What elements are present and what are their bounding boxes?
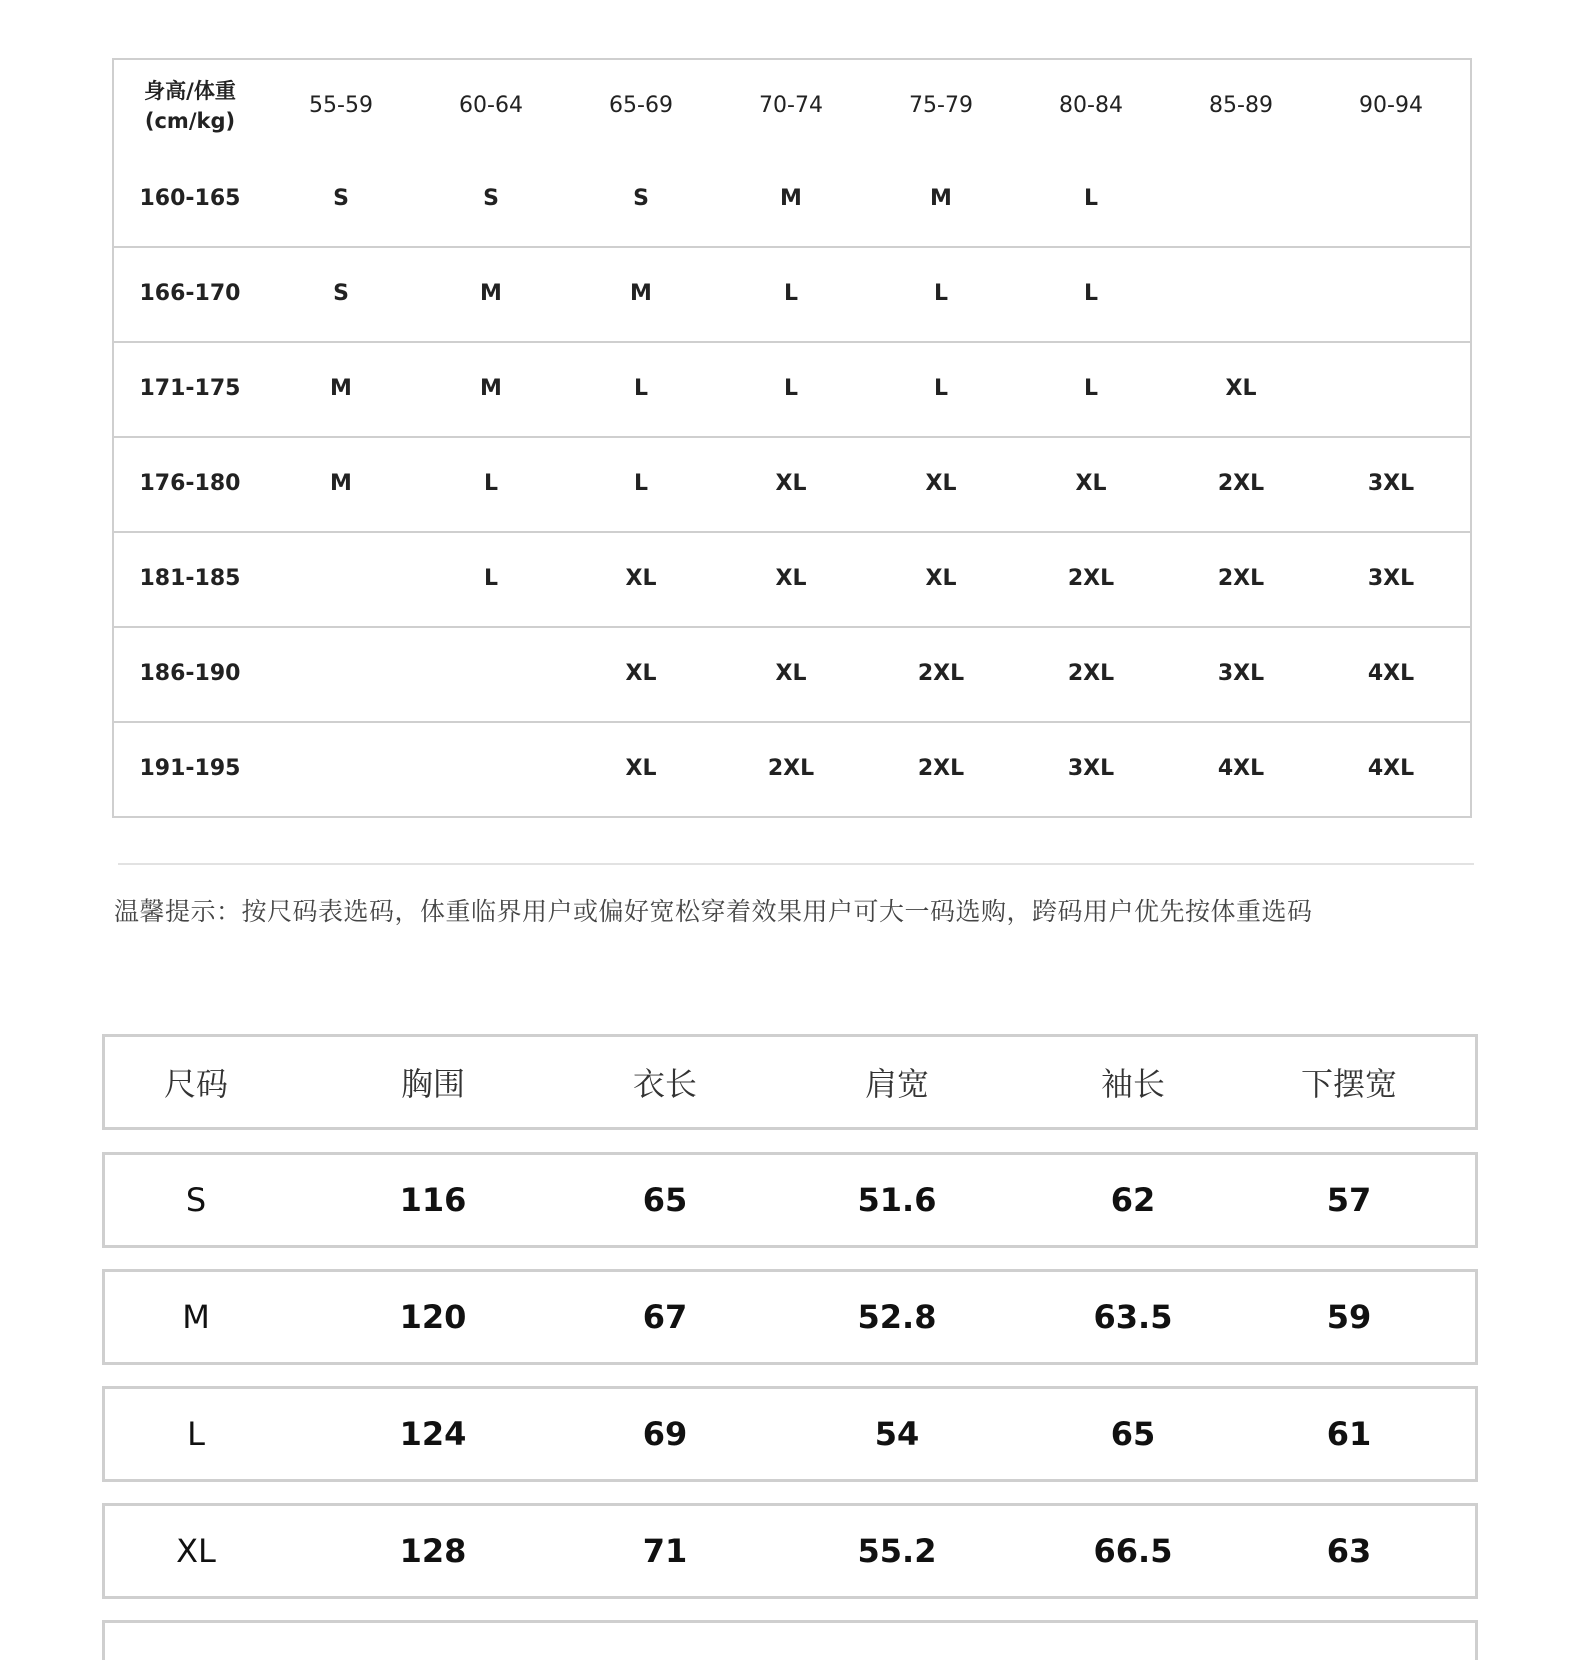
table-row: [114, 531, 1470, 626]
table-row: [114, 341, 1470, 436]
size-cell: L: [187, 1415, 205, 1453]
size-cell: 3XL: [1367, 471, 1415, 497]
size-cell: XL: [775, 471, 807, 497]
size-cell: L: [633, 376, 649, 402]
shoulder-cell: 51.6: [857, 1181, 937, 1219]
size-cell: L: [933, 281, 949, 307]
chest-cell: 120: [399, 1298, 467, 1336]
shoulder-cell: 54: [874, 1415, 920, 1453]
header-length: 衣长: [632, 1065, 697, 1103]
size-cell: L: [783, 281, 799, 307]
chest-cell: 116: [399, 1181, 467, 1219]
section-divider: [118, 863, 1474, 865]
size-cell: L: [1083, 376, 1099, 402]
size-cell: S: [483, 186, 499, 212]
size-cell: 2XL: [1067, 661, 1115, 687]
hem-cell: 59: [1326, 1298, 1372, 1336]
header-chest: 胸围: [400, 1065, 465, 1103]
height-cell: 160-165: [139, 186, 241, 212]
size-cell: XL: [775, 566, 807, 592]
hem-cell: 61: [1326, 1415, 1372, 1453]
size-cell: M: [330, 471, 352, 497]
size-cell: [416, 723, 566, 816]
size-cell: M: [930, 186, 952, 212]
size-cell: XL: [176, 1532, 216, 1570]
weight-header: 80-84: [1059, 93, 1123, 119]
weight-header: 65-69: [609, 93, 673, 119]
size-cell: [1166, 248, 1316, 341]
size-cell: M: [330, 376, 352, 402]
size-cell: XL: [1075, 471, 1107, 497]
size-cell: 4XL: [1217, 756, 1265, 782]
height-cell: 186-190: [139, 661, 241, 687]
table-row-partial: [102, 1620, 1478, 1660]
size-cell: L: [1083, 186, 1099, 212]
height-cell: 181-185: [139, 566, 241, 592]
size-cell: M: [182, 1298, 210, 1336]
header-shoulder: 肩宽: [864, 1065, 929, 1103]
table-row: [114, 626, 1470, 721]
header-size: 尺码: [163, 1065, 228, 1103]
size-cell: L: [483, 471, 499, 497]
weight-header: 75-79: [909, 93, 973, 119]
sleeve-cell: 62: [1110, 1181, 1156, 1219]
size-cell: 2XL: [1217, 471, 1265, 497]
shoulder-cell: 52.8: [857, 1298, 937, 1336]
size-cell: 2XL: [1067, 566, 1115, 592]
size-cell: S: [633, 186, 649, 212]
size-cell: XL: [625, 566, 657, 592]
size-cell: L: [633, 471, 649, 497]
hem-cell: 63: [1326, 1532, 1372, 1570]
table-row: [114, 721, 1470, 816]
chest-cell: 124: [399, 1415, 467, 1453]
shoulder-cell: 55.2: [857, 1532, 937, 1570]
size-cell: XL: [625, 756, 657, 782]
size-cell: XL: [625, 661, 657, 687]
size-cell: L: [1083, 281, 1099, 307]
size-recommendation-table: [112, 58, 1472, 818]
size-cell: L: [933, 376, 949, 402]
size-cell: M: [630, 281, 652, 307]
size-cell: S: [333, 281, 349, 307]
size-cell: 3XL: [1367, 566, 1415, 592]
weight-header: 70-74: [759, 93, 823, 119]
size-cell: 2XL: [917, 756, 965, 782]
size-cell: [266, 628, 416, 721]
size-cell: 3XL: [1067, 756, 1115, 782]
weight-header: 90-94: [1359, 93, 1423, 119]
height-cell: 176-180: [139, 471, 241, 497]
size-cell: XL: [775, 661, 807, 687]
size-cell: 2XL: [917, 661, 965, 687]
size-cell: 4XL: [1367, 756, 1415, 782]
table-row: [114, 436, 1470, 531]
hem-cell: 57: [1326, 1181, 1372, 1219]
length-cell: 71: [642, 1532, 688, 1570]
table-row: [114, 246, 1470, 341]
sizing-tip: 温馨提示：按尺码表选码，体重临界用户或偏好宽松穿着效果用户可大一码选购，跨码用户优先按体重选码: [114, 897, 1313, 926]
size-cell: S: [333, 186, 349, 212]
sleeve-cell: 66.5: [1093, 1532, 1173, 1570]
sleeve-cell: 63.5: [1093, 1298, 1173, 1336]
table-row: [102, 1269, 1478, 1365]
header-hem: 下摆宽: [1300, 1065, 1397, 1103]
length-cell: 67: [642, 1298, 688, 1336]
sleeve-cell: 65: [1110, 1415, 1156, 1453]
size-cell: [266, 533, 416, 626]
length-cell: 69: [642, 1415, 688, 1453]
size-cell: [1316, 248, 1466, 341]
size-cell: [266, 723, 416, 816]
size-measurement-table: [102, 1034, 1478, 1660]
table-row: [102, 1503, 1478, 1599]
recommendation-header-row: [114, 60, 1470, 153]
size-cell: [1316, 343, 1466, 436]
measurement-header-row: [102, 1034, 1478, 1130]
size-cell: 4XL: [1367, 661, 1415, 687]
corner-label: 身高/体重 (cm/kg): [144, 79, 236, 133]
weight-header: 85-89: [1209, 93, 1273, 119]
chest-cell: 128: [399, 1532, 467, 1570]
header-sleeve: 袖长: [1100, 1065, 1165, 1103]
size-cell: XL: [1225, 376, 1257, 402]
weight-header: 55-59: [309, 93, 373, 119]
size-cell: XL: [925, 471, 957, 497]
size-cell: [1166, 153, 1316, 246]
height-cell: 171-175: [139, 376, 241, 402]
table-row: [114, 153, 1470, 246]
size-cell: XL: [925, 566, 957, 592]
size-cell: [416, 628, 566, 721]
size-cell: M: [480, 376, 502, 402]
table-row: [102, 1386, 1478, 1482]
height-cell: 191-195: [139, 756, 241, 782]
size-cell: M: [780, 186, 802, 212]
size-cell: 2XL: [1217, 566, 1265, 592]
size-cell: M: [480, 281, 502, 307]
length-cell: 65: [642, 1181, 688, 1219]
size-cell: S: [185, 1181, 207, 1219]
size-cell: [1316, 153, 1466, 246]
size-cell: 3XL: [1217, 661, 1265, 687]
height-cell: 166-170: [139, 281, 241, 307]
size-cell: L: [483, 566, 499, 592]
weight-header: 60-64: [459, 93, 523, 119]
size-cell: L: [783, 376, 799, 402]
size-cell: 2XL: [767, 756, 815, 782]
table-row: [102, 1152, 1478, 1248]
